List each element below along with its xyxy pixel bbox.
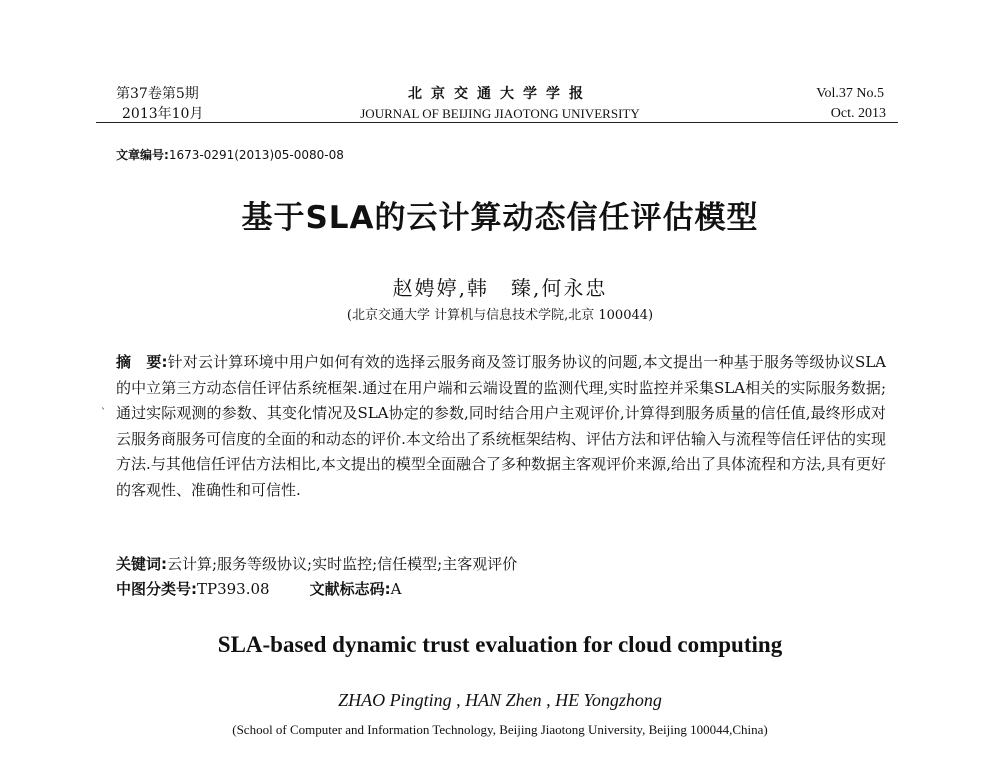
abstract-text: 针对云计算环境中用户如何有效的选择云服务商及签订服务协议的问题,本文提出一种基于服务等级协议SLA的中立第三方动态信任评估系统框架.通过在用户端和云端设置的监测代理,实时监控并采集SLA相关的实际服务数据;通过实际观测的参数、其变化情况及SLA协定的参数,同时结合用户主观评价,计算得到服务质量的信任值,最终形成对云服务商服务可信度的全面的和动态的评价.本文给出了系统框架结构、评估方法和评估输入与流程等信任评估的实现方法.与其他信任评估方法相比,本文提出的模型全面融合了多种数据主客观评价来源,给出了具体流程和方法,具有更好的客观性、准确性和可信性. [116,353,887,499]
header-rule [96,122,898,123]
authors-en: ZHAO Pingting , HAN Zhen , HE Yongzhong [338,690,662,710]
classification [116,578,401,599]
journal-title-cn: 北京交通大学学报 [408,86,592,102]
doc-code-label: 文献标志码: [309,580,391,598]
title-cn: 基于SLA的云计算动态信任评估模型 [241,200,759,236]
margin-mark: ` [101,408,106,419]
article-id-value: 1673-0291(2013)05-0080-08 [168,148,344,162]
abstract [116,350,886,503]
keywords-text: 云计算;服务等级协议;实时监控;信任模型;主客观评价 [167,555,518,573]
title-en: SLA-based dynamic trust evaluation for cloud computing [217,632,783,657]
issue-cn: 第37卷第5期 [116,86,199,102]
clc-label: 中图分类号: [116,580,197,598]
authors-cn: 赵娉婷,韩 臻,何永忠 [392,276,608,300]
affiliation-en: (School of Computer and Information Technology, Beijing Jiaotong University, Beijing 100044,China) [232,722,768,737]
date-en: Oct. 2013 [830,106,886,121]
abstract-label: 摘 要: [116,353,168,371]
keywords [116,553,517,574]
doc-code-value: A [390,580,402,598]
article-id-label: 文章编号: [116,148,169,162]
volume-en: Vol.37 No.5 [816,86,884,101]
affiliation-cn: (北京交通大学 计算机与信息技术学院,北京 100044) [346,308,654,323]
keywords-label: 关键词: [116,555,167,573]
article-id [116,146,344,163]
date-cn: 2013年10月 [122,106,204,122]
clc-value: TP393.08 [197,580,270,598]
journal-title-en: JOURNAL OF BEIJING JIAOTONG UNIVERSITY [360,106,640,121]
